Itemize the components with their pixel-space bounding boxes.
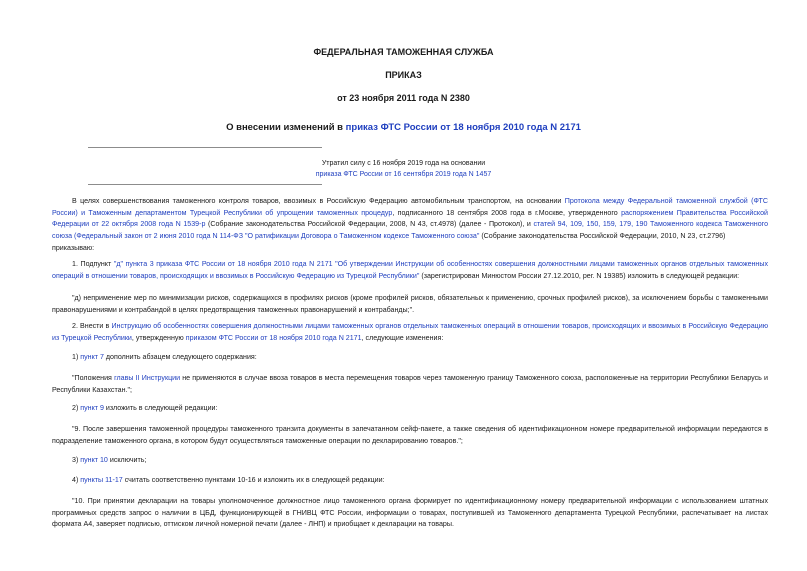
- paragraph-sub-2: [52, 403, 768, 415]
- text: 1): [72, 353, 81, 361]
- paragraph-order-word: приказываю:: [52, 244, 95, 252]
- agency-heading: ФЕДЕРАЛЬНАЯ ТАМОЖЕННАЯ СЛУЖБА: [313, 47, 494, 57]
- paragraph-preamble: [52, 196, 768, 242]
- title-link[interactable]: приказ ФТС России от 18 ноября 2010 года N 2171: [345, 122, 581, 133]
- paragraph-sub-3: [52, 455, 768, 467]
- code-articles-link[interactable]: статей 94, 109, 150, 159, 179, 190 Таможенного кодекса Таможенного союза (Федеральный закон от 2 июня 2010 года N 114-ФЗ "О ратификации Договора о Таможенном кодексе Таможенного союза": [52, 220, 769, 240]
- title-prefix: О внесении изменений в: [226, 122, 346, 133]
- text: , утвержденную: [131, 333, 186, 342]
- expiry-line: Утратил силу с 16 ноября 2019 года на основании: [321, 160, 486, 167]
- text: не применяются в случае ввоза товаров в места перемещения товаров через таможенную границу Таможенного союза, расположенные на территории Республики Беларусь и Республики Казахстан.";: [52, 374, 768, 394]
- bottom-divider: [88, 184, 322, 185]
- text: , подписанного 18 сентября 2008 года в г.Москве, утвержденного: [392, 208, 622, 217]
- paragraph-quote-10: "10. При принятии декларации на товары уполномоченное должностное лицо таможенного органа формирует по идентификационному номеру предварительной информации с использованием штатных программных средств запрос о наличии в ЦБД, функционирующей в ГНИВЦ ФТС России, информации о товарах, поступившей из Таможенного департамента Турецкой Республики, распечатывает на листах формата А4, заверяет подписью, оттиском личной номерной печати (далее - ЛНП) и приобщает к декларации на товары.: [52, 497, 768, 528]
- paragraph-item-2: [52, 321, 768, 344]
- text: (Собрание законодательства Российской Федерации, 2008, N 43, ст.4978) (далее - Протокол), и: [205, 220, 534, 228]
- text: (Собрание законодательства Российской Федерации, 2010, N 23, ст.2796): [479, 231, 726, 240]
- expiry-link[interactable]: приказа ФТС России от 16 сентября 2019 года N 1457: [315, 171, 492, 178]
- protocol-link[interactable]: Протокола между Федеральной таможенной службой (ФТС России) и Таможенным департаментом Турецкой Республики об упрощении таможенных процедур: [52, 197, 768, 217]
- text: считать соответственно пунктами 10-16 и изложить их в следующей редакции:: [122, 476, 385, 484]
- text: 3): [72, 456, 81, 464]
- text: (зарегистрирован Минюстом России 27.12.2010, рег. N 19385) изложить в следующей редакции:: [419, 271, 740, 280]
- text: дополнить абзацем следующего содержания:: [103, 353, 257, 361]
- order-2171-link[interactable]: приказом ФТС России от 18 ноября 2010 года N 2171: [185, 333, 362, 342]
- subitem-d-link[interactable]: "д" пункта 3 приказа ФТС России от 18 ноября 2010 года N 2171 "Об утверждении Инструкции об особенностях совершения должностными лицами таможенных органов отдельных таможенных операций в отношении товаров, происходящих и ввозимых в Российскую Федерацию из Турецкой Республики": [52, 260, 768, 280]
- text: В целях совершенствования таможенного контроля товаров, ввозимых в Российскую Федерацию автомобильным транспортом, на основании: [72, 197, 565, 205]
- text: 2): [72, 404, 81, 412]
- instruction-link[interactable]: Инструкцию об особенностях совершения должностными лицами таможенных органов отдельных таможенных операций в отношении товаров, происходящих и ввозимых в Российскую Федерацию из Турецкой Республики: [52, 322, 769, 342]
- text: исключить;: [107, 456, 147, 464]
- text: 4): [72, 476, 81, 484]
- paragraph-quote-9: "9. После завершения таможенной процедуры таможенного транзита документы в запечатанном сейф-пакете, а также сведения об идентификационном номере предварительной информации передаются в подразделение таможенного органа, в котором будут осуществляться таможенные операции по декларированию товаров.";: [52, 425, 768, 445]
- text: 2. Внести в: [72, 322, 112, 330]
- point-9-link[interactable]: пункт 9: [80, 404, 104, 412]
- text: "Положения: [72, 374, 115, 382]
- paragraph-sub-4: [52, 475, 768, 487]
- text: изложить в следующей редакции:: [103, 404, 218, 412]
- paragraph-item-1: [52, 259, 768, 282]
- expiry-note: [0, 158, 807, 180]
- text: 1. Подпункт: [72, 260, 114, 268]
- order-link[interactable]: распоряжением Правительства Российской Федерации от 22 октября 2008 года N 1539-р: [52, 208, 768, 228]
- point-7-link[interactable]: пункт 7: [80, 353, 104, 361]
- paragraph-quote-d: "д) неприменение мер по минимизации рисков, содержащихся в профилях рисков (кроме профилей рисков, обязательных к применению, срочных профилей рисков), за исключением борьбы с таможенными правонарушениями и контрабандой в целях предотвращения таможенных правонарушений и контрабанды;".: [52, 294, 768, 314]
- paragraph-sub-1: [52, 352, 768, 364]
- paragraph-quote-positions: [52, 373, 768, 396]
- doc-type-heading: ПРИКАЗ: [385, 70, 422, 80]
- point-10-link[interactable]: пункт 10: [80, 456, 108, 464]
- top-divider: [88, 147, 322, 148]
- chapter-2-link[interactable]: главы II Инструкции: [114, 374, 181, 382]
- document-title: [0, 122, 807, 133]
- points-11-17-link[interactable]: пункты 11-17: [80, 476, 123, 484]
- date-number-heading: от 23 ноября 2011 года N 2380: [337, 93, 470, 103]
- text: , следующие изменения:: [361, 333, 444, 342]
